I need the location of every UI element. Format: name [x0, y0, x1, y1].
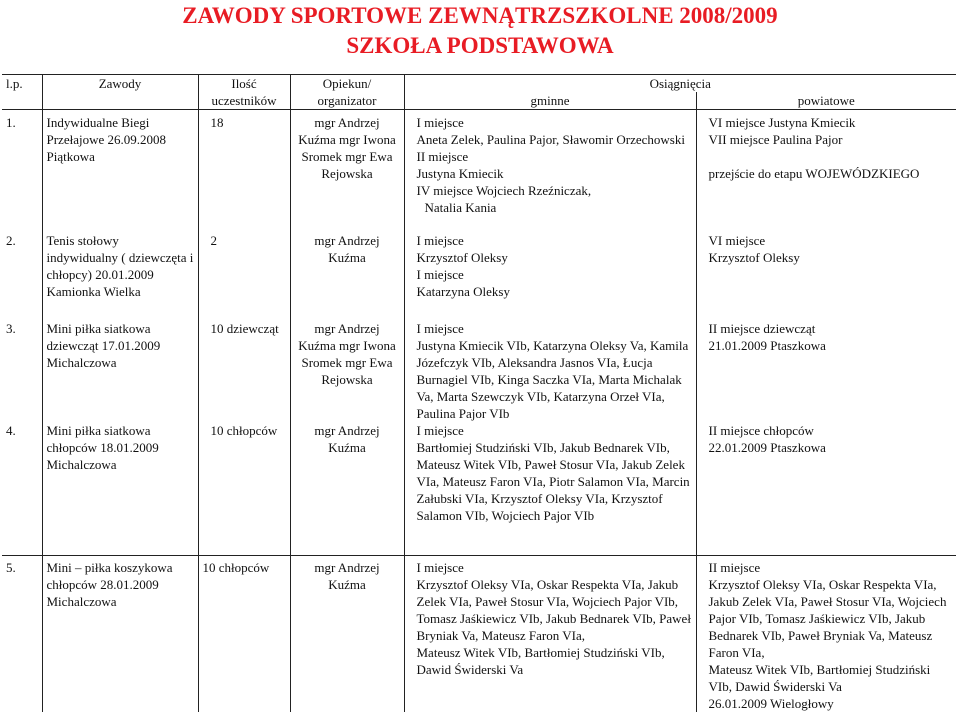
result-line: Katarzyna Oleksy — [416, 283, 510, 299]
row-ilosc: 10 dziewcząt — [198, 320, 290, 422]
row-lp: 1. — [2, 110, 42, 232]
row-zawody: Indywidualne Biegi Przełajowe 26.09.2008 Piątkowa — [42, 110, 198, 232]
row-lp: 5. — [2, 556, 42, 713]
result-line: II miejsce dziewcząt — [708, 320, 816, 336]
table-row — [2, 556, 956, 713]
result-line: Natalia Kania — [424, 200, 497, 215]
row-zawody: Mini – piłka koszykowa chłopców 28.01.2009 Michalczowa — [42, 556, 198, 713]
result-line: Aneta Zelek, Paulina Pajor, Sławomir Orzechowski — [416, 132, 685, 147]
row-gminne — [404, 320, 696, 422]
row-opiekun: mgr Andrzej Kuźma — [290, 232, 404, 320]
row-ilosc: 2 — [198, 232, 290, 320]
result-line: I miejsce — [416, 560, 464, 575]
result-line: Krzysztof Oleksy VIa, Oskar Respekta VIa, Jakub Zelek VIa, Paweł Stosur VIa, Wojciech Pajor VIb, Tomasz Jaśkiewicz VIb, Jakub Bednarek VIb, Paweł Bryniak Va, Mateusz Faron VIa, — [708, 577, 947, 660]
row-powiatowe — [696, 232, 956, 320]
table-row — [2, 320, 956, 422]
header-opiekun: Opiekun/ organizator — [290, 75, 404, 110]
page-title: ZAWODY SPORTOWE ZEWNĄTRZSZKOLNE 2008/2009 — [182, 3, 778, 28]
row-gminne — [404, 422, 696, 556]
row-gminne — [404, 232, 696, 320]
result-line: Justyna Kmiecik — [416, 166, 504, 181]
row-gminne — [404, 110, 696, 232]
result-line: VI miejsce Justyna Kmiecik — [708, 115, 856, 130]
result-line: 26.01.2009 Wielogłowy — [708, 696, 834, 711]
competition-table — [2, 74, 956, 712]
row-gminne — [404, 556, 696, 713]
page-subtitle: SZKOŁA PODSTAWOWA — [346, 33, 614, 58]
header-zawody: Zawody — [42, 75, 198, 110]
result-line: I miejsce — [416, 320, 464, 336]
table-row — [2, 110, 956, 232]
row-powiatowe — [696, 110, 956, 232]
result-line — [709, 148, 953, 165]
result-line: Mateusz Witek VIb, Bartłomiej Studziński VIb, Dawid Świderski Va — [416, 645, 665, 677]
result-line: Krzysztof Oleksy VIa, Oskar Respekta VIa, Jakub Zelek VIa, Paweł Stosur VIa, Wojciech Pajor VIb, Tomasz Jaśkiewicz VIb, Jakub Bednarek VIb, Paweł Bryniak Va, Mateusz Faron VIa, — [416, 577, 691, 643]
header-gminne: gminne — [404, 92, 696, 110]
row-opiekun: mgr Andrzej Kuźma mgr Iwona Sromek mgr Ewa Rejowska — [290, 110, 404, 232]
row-opiekun: mgr Andrzej Kuźma mgr Iwona Sromek mgr Ewa Rejowska — [290, 320, 404, 422]
result-line: Justyna Kmiecik VIb, Katarzyna Oleksy Va, Kamila Józefczyk VIb, Aleksandra Jasnos VIa, Łucja Burnagiel VIb, Kinga Saczka VIa, Marta Michalak Va, Marta Szewczyk VIb, Katarzyna Orzeł VIa, Paulina Pajor VIb — [416, 337, 689, 421]
result-line: Krzysztof Oleksy — [416, 249, 508, 265]
result-line: II miejsce — [708, 560, 761, 575]
result-line: Krzysztof Oleksy — [708, 249, 800, 265]
result-line: II miejsce — [416, 149, 469, 164]
row-opiekun: mgr Andrzej Kuźma — [290, 556, 404, 713]
result-line: II miejsce chłopców — [708, 422, 814, 438]
row-ilosc: 10 chłopców — [198, 422, 290, 556]
row-powiatowe — [696, 422, 956, 556]
row-ilosc: 10 chłopców — [198, 556, 290, 713]
row-ilosc: 18 — [198, 110, 290, 232]
result-line: 21.01.2009 Ptaszkowa — [708, 337, 826, 353]
result-line: I miejsce — [416, 422, 464, 438]
table-row — [2, 232, 956, 320]
header-osiagniecia: Osiągnięcia — [404, 75, 956, 93]
table-row — [2, 422, 956, 556]
header-lp: l.p. — [2, 75, 42, 110]
row-powiatowe — [696, 320, 956, 422]
result-line: 22.01.2009 Ptaszkowa — [708, 439, 826, 455]
row-zawody: Mini piłka siatkowa dziewcząt 17.01.2009 Michalczowa — [42, 320, 198, 422]
header-ilosc: Ilość uczestników — [198, 75, 290, 110]
header-powiatowe: powiatowe — [696, 92, 956, 110]
result-line: VII miejsce Paulina Pajor — [708, 132, 843, 147]
row-zawody: Mini piłka siatkowa chłopców 18.01.2009 Michalczowa — [42, 422, 198, 556]
result-line: I miejsce — [416, 232, 464, 248]
row-zawody: Tenis stołowy indywidualny ( dziewczęta i chłopcy) 20.01.2009 Kamionka Wielka — [42, 232, 198, 320]
result-line: Mateusz Witek VIb, Bartłomiej Studziński VIb, Dawid Świderski Va — [708, 662, 931, 694]
result-line: przejście do etapu WOJEWÓDZKIEGO — [708, 166, 920, 181]
row-lp: 2. — [2, 232, 42, 320]
result-line: I miejsce — [416, 266, 464, 282]
row-lp: 4. — [2, 422, 42, 556]
result-line: I miejsce — [416, 115, 464, 130]
result-line: Bartłomiej Studziński VIb, Jakub Bednarek VIb, Mateusz Witek VIb, Paweł Stosur VIa, Jakub Zelek VIa, Mateusz Faron VIa, Piotr Salamon VIa, Marcin Załubski VIa, Krzysztof Oleksy VIa, Krzysztof Salamon VIb, Wojciech Pajor VIb — [416, 439, 690, 523]
header-row — [2, 75, 956, 93]
row-powiatowe — [696, 556, 956, 713]
result-line: VI miejsce — [708, 232, 766, 248]
row-lp: 3. — [2, 320, 42, 422]
row-opiekun: mgr Andrzej Kuźma — [290, 422, 404, 556]
result-line: IV miejsce Wojciech Rzeźniczak, — [416, 183, 592, 198]
